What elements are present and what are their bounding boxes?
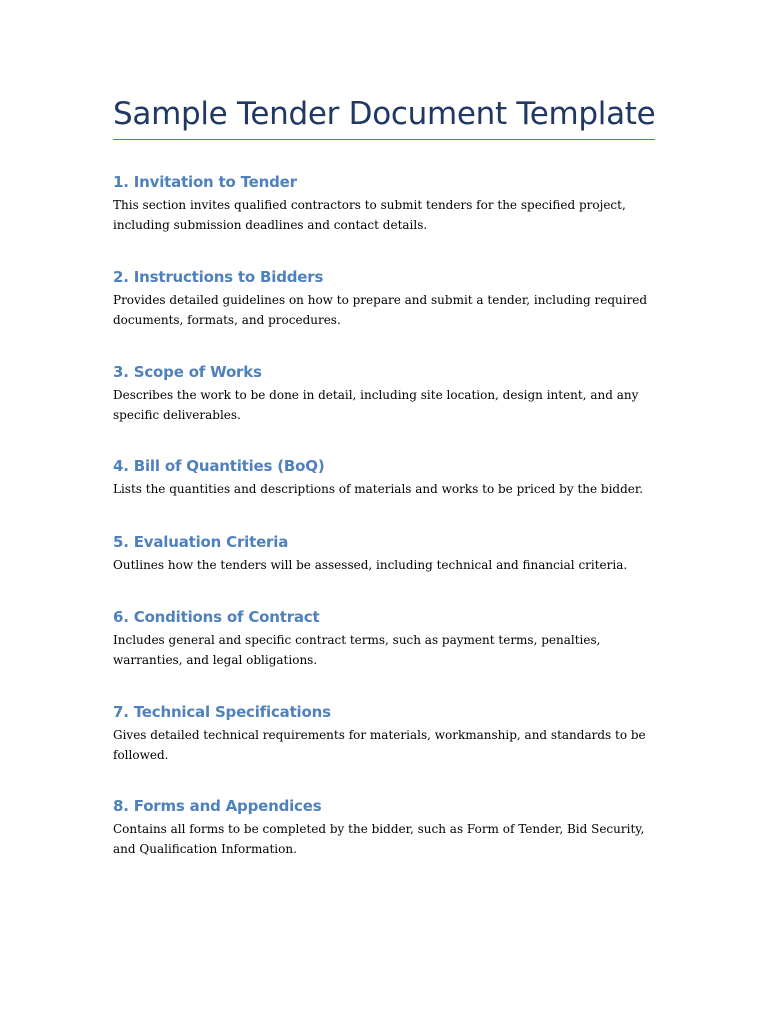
section-body: This section invites qualified contractors to submit tenders for the specified project, including submission deadlines and contact details. bbox=[113, 198, 626, 232]
section-heading: 2. Instructions to Bidders bbox=[113, 268, 324, 286]
section-heading: 8. Forms and Appendices bbox=[113, 797, 322, 815]
section-bill-of-quantities bbox=[113, 454, 655, 499]
title-divider bbox=[113, 139, 655, 140]
section-body: Outlines how the tenders will be assessed, including technical and financial criteria. bbox=[113, 558, 628, 572]
section-heading: 6. Conditions of Contract bbox=[113, 608, 320, 626]
section-heading: 5. Evaluation Criteria bbox=[113, 533, 289, 551]
section-body: Lists the quantities and descriptions of materials and works to be priced by the bidder. bbox=[113, 482, 644, 496]
document-title: Sample Tender Document Template bbox=[113, 96, 656, 132]
section-instructions-to-bidders bbox=[113, 265, 655, 330]
section-forms-and-appendices bbox=[113, 794, 655, 859]
section-heading: 1. Invitation to Tender bbox=[113, 173, 297, 191]
section-heading: 7. Technical Specifications bbox=[113, 703, 331, 721]
section-body: Contains all forms to be completed by the bidder, such as Form of Tender, Bid Security, and Qualification Information. bbox=[113, 822, 645, 856]
section-technical-specifications bbox=[113, 700, 655, 765]
section-heading: 3. Scope of Works bbox=[113, 363, 262, 381]
section-conditions-of-contract bbox=[113, 605, 655, 670]
section-body: Describes the work to be done in detail, including site location, design intent, and any specific deliverables. bbox=[113, 388, 639, 422]
section-scope-of-works bbox=[113, 360, 655, 425]
section-heading: 4. Bill of Quantities (BoQ) bbox=[113, 457, 325, 475]
section-body: Includes general and specific contract terms, such as payment terms, penalties, warranties, and legal obligations. bbox=[113, 633, 601, 667]
section-evaluation-criteria bbox=[113, 530, 655, 575]
section-body: Provides detailed guidelines on how to prepare and submit a tender, including required documents, formats, and procedures. bbox=[113, 293, 648, 327]
section-body: Gives detailed technical requirements for materials, workmanship, and standards to be followed. bbox=[113, 728, 646, 762]
section-invitation-to-tender bbox=[113, 170, 655, 235]
